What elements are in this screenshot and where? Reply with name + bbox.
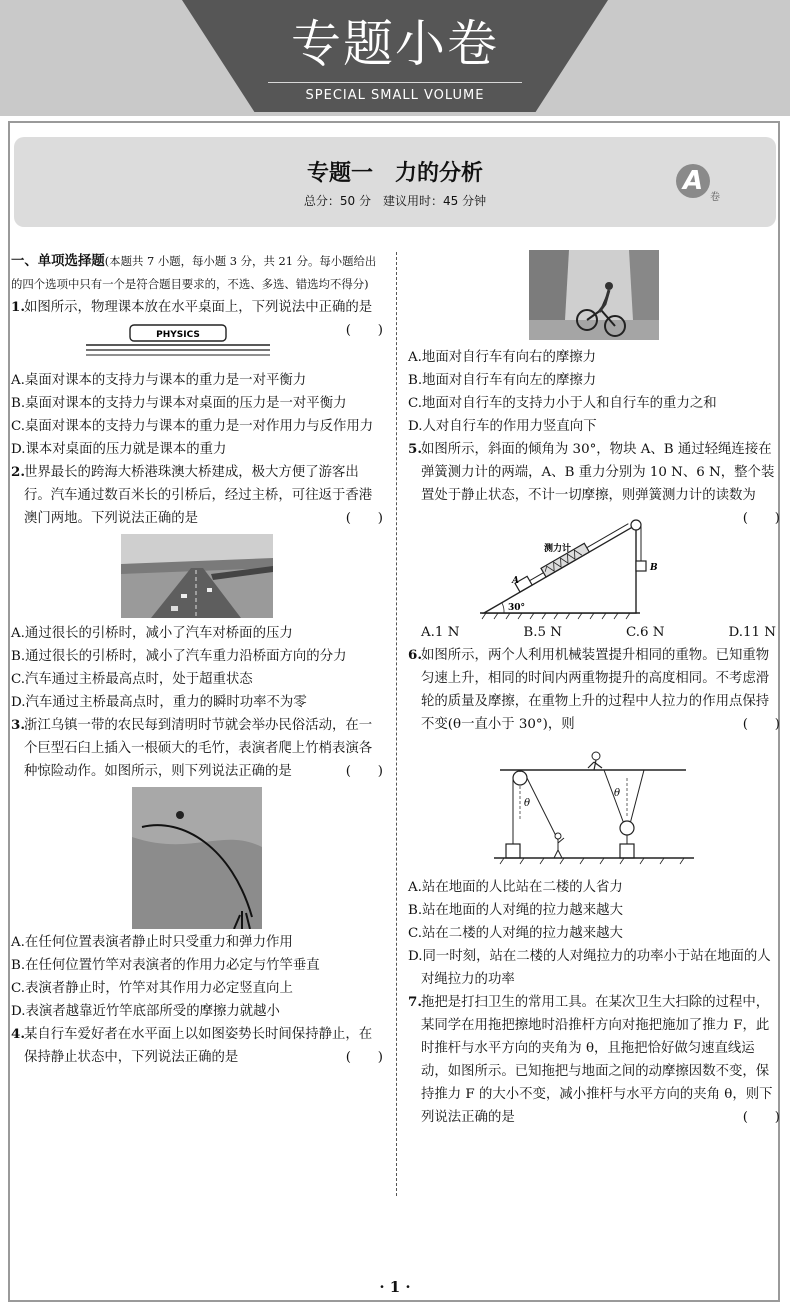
topic-info: 总分：50 分 建议用时：45 分钟	[303, 194, 487, 208]
option-3d[interactable]: D.表演者越靠近竹竿底部所受的摩擦力就越小	[11, 1004, 280, 1019]
option-6a[interactable]: A.站在地面的人比站在二楼的人省力	[408, 880, 623, 895]
option-3c[interactable]: C.表演者静止时，竹竿对其作用力必定竖直向上	[11, 981, 293, 996]
option-3a[interactable]: A.在任何位置表演者静止时只受重力和弹力作用	[11, 935, 293, 950]
banner-title: 专题小卷	[291, 15, 499, 73]
option-6d[interactable]: D.同一时刻，站在二楼的人对绳拉力的功率小于站在地面的人对绳拉力的功率	[408, 949, 771, 987]
option-5d[interactable]: D.11 N	[728, 625, 776, 640]
figure-cyclist-photo	[529, 250, 659, 340]
question-4	[11, 1023, 383, 1069]
option-6b[interactable]: B.站在地面的人对绳的拉力越来越大	[408, 903, 623, 918]
option-4d[interactable]: D.人对自行车的作用力竖直向下	[408, 419, 597, 434]
question-7	[408, 991, 780, 1129]
question-number: 2.	[11, 464, 25, 480]
level-badge: A	[676, 164, 710, 198]
option-4c[interactable]: C.地面对自行车的支持力小于人和自行车的重力之和	[408, 396, 717, 411]
answer-paren[interactable]: ( )	[345, 764, 383, 779]
option-1c[interactable]: C.桌面对课本的支持力与课本的重力是一对作用力与反作用力	[11, 419, 374, 434]
question-2	[11, 461, 383, 530]
option-2d[interactable]: D.汽车通过主桥最高点时，重力的瞬时功率不为零	[11, 695, 307, 710]
figure-bridge-photo	[121, 534, 273, 618]
answer-paren[interactable]: ( )	[742, 717, 780, 732]
option-5c[interactable]: C.6 N	[625, 625, 665, 640]
right-column	[408, 250, 780, 1129]
question-number: 4.	[11, 1026, 25, 1042]
option-1a[interactable]: A.桌面对课本的支持力与课本的重力是一对平衡力	[11, 373, 307, 388]
question-number: 6.	[408, 647, 422, 663]
question-number: 5.	[408, 441, 422, 457]
option-2a[interactable]: A.通过很长的引桥时，减小了汽车对桥面的压力	[11, 626, 293, 641]
answer-paren[interactable]: ( )	[742, 1110, 780, 1125]
block-a-label: A	[512, 576, 520, 586]
banner-divider	[268, 82, 522, 83]
figure-incline-spring-scale	[480, 517, 670, 621]
banner-subtitle: SPECIAL SMALL VOLUME	[305, 88, 485, 103]
question-number: 7.	[408, 994, 422, 1010]
option-5b[interactable]: B.5 N	[523, 625, 562, 640]
option-2b[interactable]: B.通过很长的引桥时，减小了汽车重力沿桥面方向的分力	[11, 649, 347, 664]
option-5a[interactable]: A.1 N	[421, 625, 460, 640]
question-stem: 如图所示，物理课本放在水平桌面上，下列说法中正确的是	[24, 300, 373, 315]
question-stem: 浙江乌镇一带的农民每到清明时节就会举办民俗活动，在一个巨型石臼上插入一根硕大的毛竹，表演者爬上竹梢表演各种惊险动作。如图所示，则下列说法正确的是	[24, 718, 373, 779]
page-number: · 1 ·	[379, 1278, 411, 1296]
figure-pulley-system	[494, 748, 694, 872]
physics-book-label: PHYSICS	[156, 330, 201, 340]
answer-paren[interactable]: ( )	[345, 511, 383, 526]
column-divider	[396, 252, 397, 1196]
spring-scale-label: 测力计	[544, 544, 572, 554]
theta-label-right: θ	[614, 788, 621, 799]
question-5-options	[408, 621, 780, 644]
level-suffix: 卷	[710, 192, 720, 203]
question-stem: 世界最长的跨海大桥港珠澳大桥建成，极大方便了游客出行。汽车通过数百米长的引桥后，经过主桥，可往返于香港澳门两地。下列说法正确的是	[24, 465, 373, 526]
section-instructions: (本题共 7 小题，每小题 3 分，共 21 分。每小题给出的四个选项中只有一个是符合题目要求的，不选、多选、错选均不得分)	[11, 254, 377, 291]
option-6c[interactable]: C.站在二楼的人对绳的拉力越来越大	[408, 926, 623, 941]
question-number: 3.	[11, 717, 25, 733]
theta-label-left: θ	[524, 798, 531, 809]
option-3b[interactable]: B.在任何位置竹竿对表演者的作用力必定与竹竿垂直	[11, 958, 320, 973]
question-number: 1.	[11, 299, 25, 315]
option-2c[interactable]: C.汽车通过主桥最高点时，处于超重状态	[11, 672, 253, 687]
block-b-label: B	[650, 563, 658, 573]
answer-paren[interactable]: ( )	[345, 1050, 383, 1065]
question-5	[408, 438, 780, 526]
option-4a[interactable]: A.地面对自行车有向右的摩擦力	[408, 350, 597, 365]
question-stem: 某自行车爱好者在水平面上以如图姿势长时间保持静止，在保持静止状态中，下列说法正确的是	[24, 1027, 373, 1065]
answer-paren[interactable]: ( )	[742, 511, 780, 526]
option-1b[interactable]: B.桌面对课本的支持力与课本对桌面的压力是一对平衡力	[11, 396, 347, 411]
figure-book-on-table	[78, 319, 278, 369]
option-1d[interactable]: D.课本对桌面的压力就是课本的重力	[11, 442, 227, 457]
figure-bamboo-pole-photo	[132, 787, 262, 929]
question-stem: 如图所示，两个人利用机械装置提升相同的重物。已知重物匀速上升，相同的时间内两重物提升的高度相同。不考虑滑轮的质量及摩擦，在重物上升的过程中人拉力的作用点保持不变(θ一直小于 30°)，则	[421, 648, 770, 732]
answer-paren[interactable]: ( )	[345, 323, 383, 338]
question-3	[11, 714, 383, 783]
option-4b[interactable]: B.地面对自行车有向左的摩擦力	[408, 373, 597, 388]
left-column	[11, 250, 383, 1069]
topic-title: 专题一 力的分析	[306, 161, 483, 186]
question-stem: 如图所示，斜面的倾角为 30°，物块 A、B 通过轻绳连接在弹簧测力计的两端，A、B 重力分别为 10 N、6 N，整个装置处于静止状态，不计一切摩擦，则弹簧测力计的读数为	[421, 442, 775, 503]
question-stem: 拖把是打扫卫生的常用工具。在某次卫生大扫除的过程中，某同学在用拖把擦地时沿推杆方向对拖把施加了推力 F，此时推杆与水平方向的夹角为 θ，且拖把恰好做匀速直线运动，如图所示。已知拖把与地面之间的动摩擦因数不变，保持推力 F 的大小不变，减小推杆与水平方向的夹角 θ，则下列说法正确的是	[421, 995, 773, 1125]
incline-angle-label: 30°	[508, 603, 526, 613]
question-6	[408, 644, 780, 736]
section-heading: 一、单项选择题	[11, 254, 105, 269]
